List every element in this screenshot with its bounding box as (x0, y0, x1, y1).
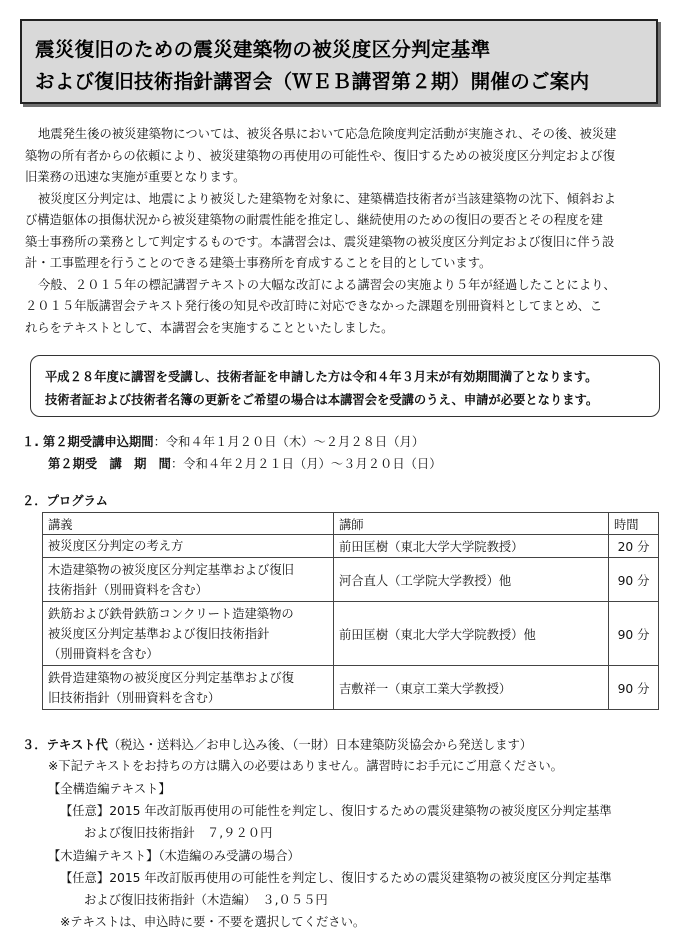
table-row (43, 602, 659, 666)
column-header-lecture: 講義 (43, 513, 334, 535)
intro-line: ２０１５年版講習会テキスト発行後の知見や改訂時に対応できなかった課題を別冊資料としてまとめ、こ (25, 299, 603, 313)
intro-line: 計・工事監理を行うことのできる建築士事務所を育成することを目的としています。 (25, 256, 492, 270)
table-row (43, 666, 659, 710)
time-cell: 20 分 (609, 535, 659, 558)
intro-text (25, 124, 661, 339)
lecture-cell (43, 558, 334, 602)
section-3-heading-note: （税込・送料込／お申し込み後、（一財）日本建築防災協会から発送します） (107, 738, 533, 752)
intro-line: れらをテキストとして、本講習会を実施することといたしました。 (25, 320, 394, 335)
lecture-title-line: 被災度区分判定基準および復旧技術指針 (48, 626, 270, 641)
lecture-title-line: 被災度区分判定の考え方 (48, 539, 184, 553)
notice-box (30, 355, 660, 417)
lecture-title-line: （別冊資料を含む） (48, 646, 159, 661)
lecturer-cell: 前田匡樹（東北大学大学院教授） (334, 535, 609, 558)
intro-line: 築士事務所の業務として判定するものです。本講習会は、震災建築物の被災度区分判定および復旧に伴う設 (25, 234, 615, 249)
page-title-line-1: 震災復旧のための震災建築物の被災度区分判定基準 (35, 38, 491, 61)
apply-period-value: ：令和４年１月２０日（木）～２月２８日（月） (153, 435, 425, 449)
lecture-title-line: 木造建築物の被災度区分判定基準および復旧 (48, 562, 294, 577)
time-cell: 90 分 (609, 602, 659, 666)
column-header-time: 時間 (609, 513, 659, 535)
program-table (42, 512, 659, 710)
lecture-title-line: 鉄筋および鉄骨鉄筋コンクリート造建築物の (48, 606, 294, 621)
wood-text-item: 【任意】2015 年改訂版再使用の可能性を判定し、復旧するための震災建築物の被災度区分判定基準 (60, 871, 612, 885)
table-row (43, 558, 659, 602)
table-header-row (43, 513, 659, 535)
notice-line-1: 平成２８年度に講習を受講し、技術者証を申請した方は令和４年３月末が有効期間満了となります。 (45, 370, 598, 384)
lecture-cell (43, 602, 334, 666)
title-box (20, 19, 658, 104)
intro-line: び構造躯体の損傷状況から被災建築物の耐震性能を推定し、継続使用のための復旧の要否とその程度を建 (25, 213, 603, 227)
page-title-line-2: および復旧技術指針講習会（ＷＥＢ講習第２期）開催のご案内 (35, 70, 590, 93)
wood-text-label: 【木造編テキスト】（木造編のみ受講の場合） (48, 849, 300, 863)
lecture-title-line: 旧技術指針（別冊資料を含む） (48, 690, 221, 705)
lecture-cell (43, 535, 334, 558)
text-note-1: ※下記テキストをお持ちの方は購入の必要はありません。講習時にお手元にご用意ください。 (48, 759, 563, 773)
apply-period-label: 第２期受講申込期間 (42, 435, 154, 449)
section-1-course-period (48, 454, 442, 472)
section-2-heading: ２．プログラム (22, 494, 108, 508)
lecturer-cell: 吉敷祥一（東京工業大学教授） (334, 666, 609, 710)
all-structures-text-price: および復旧技術指針 ７,９２０円 (84, 826, 273, 840)
time-cell: 90 分 (609, 666, 659, 710)
section-3-heading-line (22, 735, 532, 753)
course-period-label: 第２期受 講 期 間 (48, 457, 171, 471)
wood-text-price: および復旧技術指針（木造編） ３,０５５円 (84, 893, 328, 907)
course-period-value: ：令和４年２月２１日（月）～３月２０日（日） (170, 457, 442, 471)
table-row (43, 535, 659, 558)
intro-line: 旧業務の迅速な実施が重要となります。 (25, 170, 246, 184)
notice-line-2: 技術者証および技術者名簿の更新をご希望の場合は本講習会を受講のうえ、申請が必要となります。 (45, 393, 599, 407)
intro-line: 被災度区分判定は、地震により被災した建築物を対象に、建築構造技術者が当該建築物の沈下、傾斜およ (38, 191, 616, 206)
column-header-lecturer: 講師 (334, 513, 609, 535)
lecture-title-line: 技術指針（別冊資料を含む） (48, 582, 208, 597)
section-3-heading: ３．テキスト代 (22, 738, 108, 752)
intro-line: 今般、２０１５年の標記講習テキストの大幅な改訂による講習会の実施より５年が経過したことにより、 (38, 277, 616, 292)
intro-line: 地震発生後の被災建築物については、被災各県において応急危険度判定活動が実施され、その後、被災建 (38, 127, 617, 141)
text-note-2: ※テキストは、申込時に要・不要を選択してください。 (60, 915, 366, 929)
lecture-title-line: 鉄骨造建築物の被災度区分判定基準および復 (48, 670, 294, 685)
time-cell: 90 分 (609, 558, 659, 602)
intro-line: 築物の所有者からの依頼により、被災建築物の再使用の可能性や、復旧するための被災度区分判定および復 (25, 148, 616, 163)
section-1-apply-period (22, 432, 424, 450)
all-structures-text-label: 【全構造編テキスト】 (48, 782, 171, 796)
lecturer-cell: 河合直人（工学院大学教授）他 (334, 558, 609, 602)
lecturer-cell: 前田匡樹（東北大学大学院教授）他 (334, 602, 609, 666)
lecture-cell (43, 666, 334, 710)
section-number: １. (22, 435, 39, 449)
all-structures-text-item: 【任意】2015 年改訂版再使用の可能性を判定し、復旧するための震災建築物の被災度区分判定基準 (60, 804, 612, 818)
